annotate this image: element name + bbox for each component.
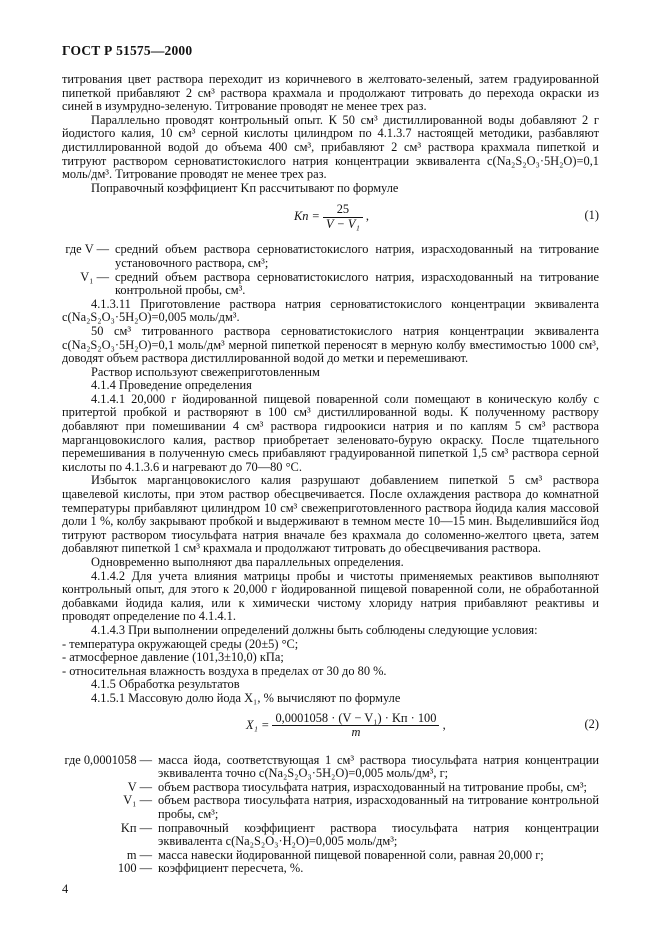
paragraph: титрования цвет раствора переходит из коричневого в желтовато-зеленый, затем градуированной пипеткой прибавляют 2 см³ раствора крахмала и продолжают титровать до перехода окраски из синей в изумрудно-зеленую. Титрование проводят не менее трех раз. [62, 72, 599, 114]
definition-symbol: V₁ — [80, 269, 109, 284]
formula-lhs: Kп = [294, 209, 320, 224]
formula-2 [62, 706, 599, 752]
section-heading: 4.1.4 Проведение определения [91, 378, 252, 393]
paragraph: Избыток марганцовокислого калия разрушают добавлением пипеткой 5 см³ раствора щавелевой кислоты, при этом раствор обесцвечивается. После охлаждения раствора до комнатной температуры прибавляют цилиндром 10 см³ свежеприготовленного раствора йодида калия массовой доли 1 %, колбу закрывают пробкой и выдерживают в темном месте 10—15 мин. Выделившийся йод титруют раствором тиосульфата натрия вначале без крахмала до соломенно-желтого цвета, затем добавляют пипеткой 1 см³ крахмала и продолжают титровать до обесцвечивания раствора. [62, 473, 599, 556]
definition-symbol: V — [127, 779, 152, 794]
formula-tail: , [365, 209, 370, 224]
formula-fraction [272, 712, 439, 740]
definition-text: поправочный коэффициент раствора тиосульфата натрия концентрации эквивалента c(Na₂S₂O₃·H₂O)=0,005 моль/дм³; [158, 820, 599, 849]
definition-text: объем раствора тиосульфата натрия, израсходованный на титрование контрольной пробы, см³; [158, 793, 599, 821]
paragraph: 4.1.4.3 При выполнении определений должны быть соблюдены следующие условия: [91, 622, 538, 637]
formula-lhs: X₁ = [246, 717, 270, 732]
definition-symbol: Kп — [120, 820, 152, 835]
definition-text: средний объем раствора серноватистокислого натрия, израсходованный на титрование установочного раствора, см³; [115, 242, 599, 270]
definition-text: объем раствора тиосульфата натрия, израсходованный на титрование пробы, см³; [158, 779, 587, 794]
paragraph: Параллельно проводят контрольный опыт. К 50 см³ дистиллированной воды добавляют 2 г йодистого калия, 10 см³ серной кислоты цилиндром по 4.1.3.7 настоящей методики, разбавляют дистиллированной водой до объема 400 см³, прибавляют 2 см³ раствора крахмала пипеткой и титруют раствором серноватистокислого натрия концентрации эквивалента c(Na₂S₂O₃·5H₂O)=0,1 моль/дм³. Титрование проводят не менее трех раз. [62, 112, 599, 182]
paragraph: 4.1.5.1 Массовую долю йода X₁, % вычисляют по формуле [91, 690, 401, 705]
paragraph: 50 см³ титрованного раствора серноватистокислого натрия концентрации эквивалента c(Na₂S₂O₃·5H₂O)=0,1 моль/дм³ мерной пипеткой переносят в мерную колбу вместимостью 1000 см³, доводят объем раствора дистиллированной водой до метки и перемешивают. [62, 323, 599, 366]
definition-symbol: m — [126, 847, 152, 862]
definition-item [62, 849, 599, 863]
paragraph: Поправочный коэффициент Kп рассчитывают по формуле [91, 180, 399, 195]
definition-item [62, 822, 599, 849]
list-item: - температура окружающей среды (20±5) °С; [62, 636, 299, 651]
definition-symbol: V₁ — [123, 793, 152, 808]
formula-numerator: 0,0001058 · (V − V₁) · Kп · 100 [272, 712, 439, 727]
definition-symbol: где V — [65, 242, 109, 257]
paragraph: Одновременно выполняют два параллельных определения. [91, 555, 404, 569]
paragraph: 4.1.4.2 Для учета влияния матрицы пробы и чистоты применяемых реактивов выполняют контрольный опыт, для этого к 20,000 г йодированной пищевой поваренной соли, не обработанной добавками йодида калия, или к химически чистому хлориду натрия прибавляют реактивы и проводят определение по 4.1.4.1. [62, 568, 599, 624]
page-number: 4 [62, 882, 69, 896]
definition-symbol: где 0,0001058 — [64, 752, 152, 767]
definition-text: средний объем раствора серноватистокислого натрия, израсходованный на титрование контрольной пробы, см³. [115, 269, 599, 298]
definition-text: коэффициент пересчета, %. [158, 861, 304, 876]
list-item: - относительная влажность воздуха в пределах от 30 до 80 %. [62, 663, 387, 678]
equation-number: (2) [584, 716, 599, 731]
definition-item [62, 781, 599, 795]
formula-1 [62, 195, 599, 241]
definition-text: масса йода, соответствующая 1 см³ раствора тиосульфата натрия концентрации эквивалента точно c(Na₂S₂O₃·5H₂O)=0,005 моль/дм³, г; [158, 752, 599, 781]
formula-tail: , [442, 717, 446, 732]
definition-item [62, 794, 599, 821]
equation-number: (1) [584, 208, 599, 223]
formula-denominator: m [351, 725, 361, 740]
definition-item [62, 754, 599, 781]
paragraph: 4.1.3.11 Приготовление раствора натрия серноватистокислого концентрации эквивалента c(Na₂S₂O₃·5H₂O)=0,005 моль/дм³. [62, 296, 599, 325]
definition-item [62, 862, 599, 876]
definition-symbol: 100 — [117, 861, 152, 876]
definition-item [62, 243, 599, 270]
paragraph: Раствор используют свежеприготовленным [91, 364, 320, 379]
formula-fraction [323, 203, 363, 231]
document-header: ГОСТ Р 51575—2000 [62, 43, 193, 58]
formula-numerator: 25 [323, 203, 363, 218]
definition-text: масса навески йодированной пищевой поваренной соли, равная 20,000 г; [158, 847, 544, 862]
definitions-list [62, 754, 599, 876]
formula-denominator: V − V₁ [326, 216, 360, 231]
definition-item [62, 271, 599, 298]
list-item: - атмосферное давление (101,3±10,0) кПа; [62, 650, 284, 665]
section-heading: 4.1.5 Обработка результатов [91, 677, 240, 692]
document-body [62, 73, 599, 876]
paragraph: 4.1.4.1 20,000 г йодированной пищевой поваренной соли помещают в коническую колбу с притертой пробкой и растворяют в 100 см³ дистиллированной воды. К полученному раствору добавляют при помешивании 4 см³ раствора гидроокиси натрия и по каплям 5 см³ раствора марганцовокислого калия, раствор приобретает зеленовато-бурую окраску. После тщательного перемешивания в полученную смесь прибавляют градуированной пипеткой 1,5 см³ раствора серной кислоты по 4.1.3.6 и нагревают до 70—80 °С. [62, 391, 599, 474]
definitions-list [62, 243, 599, 297]
